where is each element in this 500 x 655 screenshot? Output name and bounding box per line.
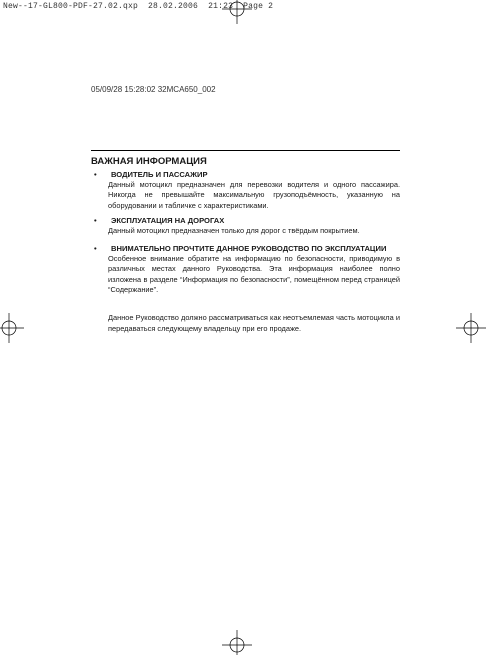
registration-mark-right: [456, 313, 486, 343]
registration-mark-left: [0, 313, 24, 343]
header-filename: New--17-GL800-PDF-27.02.qxp: [3, 2, 139, 11]
header-page: Page 2: [243, 2, 274, 11]
bullet: •: [94, 244, 97, 253]
item-heading-text: ВОДИТЕЛЬ И ПАССАЖИР: [111, 170, 208, 179]
header-time: 21:23: [208, 2, 234, 11]
bullet: •: [94, 170, 97, 179]
info-item-read-manual: [91, 244, 400, 296]
info-item-rider-passenger: [91, 170, 400, 211]
item-heading-text: ВНИМАТЕЛЬНО ПРОЧТИТЕ ДАННОЕ РУКОВОДСТВО ПО ЭКСПЛУАТАЦИИ: [111, 244, 387, 253]
item-heading: [91, 170, 400, 180]
section-divider: [91, 150, 400, 151]
closing-paragraph: Данное Руководство должно рассматриваться как неотъемлемая часть мотоцикла и передаваться следующему владельцу при его продаже.: [108, 313, 400, 333]
item-text: Данный мотоцикл предназначен для перевозки водителя и одного пассажира. Никогда не превышайте максимальную грузоподъёмность, указанную на оборудовании и табличке с характеристиками.: [108, 179, 400, 210]
item-heading: [91, 244, 400, 254]
registration-mark-top: [222, 0, 252, 24]
section-title: ВАЖНАЯ ИНФОРМАЦИЯ: [91, 156, 207, 167]
bullet: •: [94, 216, 97, 225]
registration-mark-bottom: [222, 630, 252, 655]
info-item-road-use: [91, 216, 400, 236]
item-text: Особенное внимание обратите на информацию по безопасности, приводимую в различных местах данного Руководства. Эта информация наиболее полно изложена в разделе “Информация по безопасности”, помещённом перед страницей “Содержание”.: [108, 253, 400, 294]
document-stamp: 05/09/28 15:28:02 32MCA650_002: [91, 85, 216, 94]
header-date: 28.02.2006: [148, 2, 199, 11]
item-heading-text: ЭКСПЛУАТАЦИЯ НА ДОРОГАХ: [111, 216, 225, 225]
item-text: Данный мотоцикл предназначен только для дорог с твёрдым покрытием.: [108, 225, 360, 235]
item-heading: [91, 216, 400, 226]
